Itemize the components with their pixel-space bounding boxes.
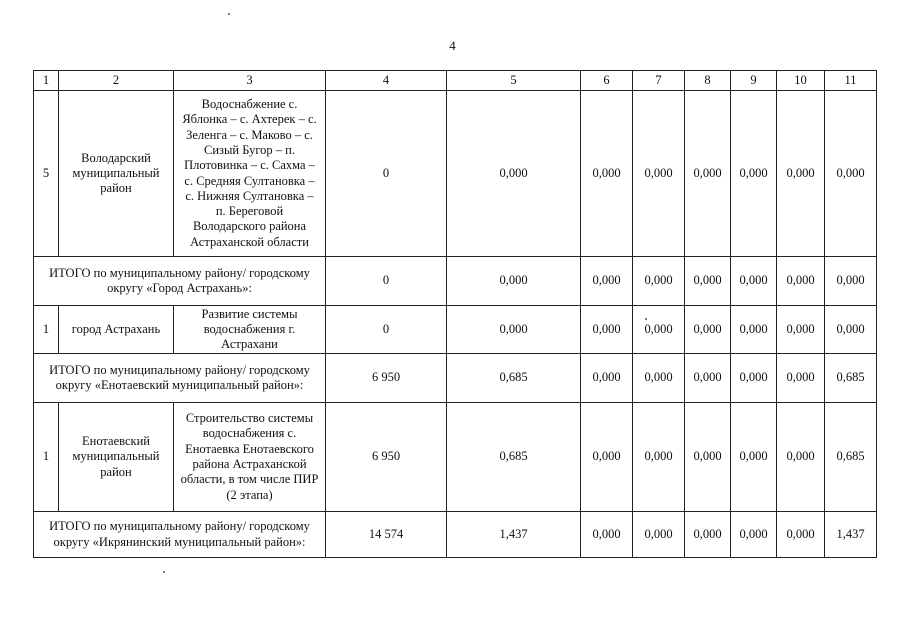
value-cell: 0,000 <box>685 306 731 354</box>
value-cell: 0,000 <box>731 306 777 354</box>
value-cell: 0,000 <box>581 403 633 512</box>
value-cell: 0,000 <box>447 306 581 354</box>
value-cell: 0,000 <box>777 257 825 306</box>
value-cell: 0,000 <box>581 354 633 403</box>
table-row <box>34 306 877 354</box>
column-number: 3 <box>174 71 326 91</box>
value-cell: 14 574 <box>326 512 447 558</box>
financing-table <box>33 70 877 558</box>
district-name: Володарский муниципальный район <box>59 91 174 257</box>
value-cell: 0,000 <box>825 257 877 306</box>
column-number: 4 <box>326 71 447 91</box>
value-cell: 0 <box>326 91 447 257</box>
value-cell: 0,000 <box>581 257 633 306</box>
scan-speck <box>228 13 230 15</box>
column-number: 5 <box>447 71 581 91</box>
column-number: 11 <box>825 71 877 91</box>
value-cell: 0,000 <box>633 257 685 306</box>
table-row <box>34 91 877 257</box>
district-name: Енотаевский муниципальный район <box>59 403 174 512</box>
scan-speck <box>645 318 647 320</box>
value-cell: 0,000 <box>731 512 777 558</box>
total-row <box>34 354 877 403</box>
value-cell: 0,000 <box>581 306 633 354</box>
value-cell: 0,000 <box>731 354 777 403</box>
value-cell: 0,000 <box>731 91 777 257</box>
value-cell: 0,000 <box>731 257 777 306</box>
value-cell: 0,000 <box>731 403 777 512</box>
value-cell: 0,000 <box>685 257 731 306</box>
row-number: 1 <box>34 306 59 354</box>
value-cell: 0,000 <box>581 91 633 257</box>
column-number: 6 <box>581 71 633 91</box>
value-cell: 0,000 <box>633 403 685 512</box>
row-number: 1 <box>34 403 59 512</box>
value-cell: 0,000 <box>581 512 633 558</box>
column-number: 1 <box>34 71 59 91</box>
value-cell: 0,000 <box>685 403 731 512</box>
value-cell: 0,000 <box>825 91 877 257</box>
value-cell: 0,000 <box>777 354 825 403</box>
value-cell: 0,000 <box>825 306 877 354</box>
value-cell: 0,685 <box>825 354 877 403</box>
value-cell: 0,000 <box>633 306 685 354</box>
value-cell: 0,000 <box>633 512 685 558</box>
scan-speck <box>163 571 165 573</box>
value-cell: 0,000 <box>777 306 825 354</box>
total-label: ИТОГО по муниципальному району/ городскому округу «Енотаевский муниципальный район»: <box>34 354 326 403</box>
project-name: Развитие системы водоснабжения г. Астрахани <box>174 306 326 354</box>
value-cell: 1,437 <box>447 512 581 558</box>
column-number: 8 <box>685 71 731 91</box>
column-number: 10 <box>777 71 825 91</box>
value-cell: 0,000 <box>685 91 731 257</box>
row-number: 5 <box>34 91 59 257</box>
project-name: Строительство системы водоснабжения с. Енотаевка Енотаевского района Астраханской области, в том числе ПИР (2 этапа) <box>174 403 326 512</box>
total-label: ИТОГО по муниципальному району/ городскому округу «Икрянинский муниципальный район»: <box>34 512 326 558</box>
project-name: Водоснабжение с. Яблонка – с. Ахтерек – с. Зеленга – с. Маково – с. Сизый Бугор – п. Плотовинка – с. Сахма – с. Средняя Султановка – с. Нижняя Султановка – п. Береговой Володарского района Астраханской области <box>174 91 326 257</box>
value-cell: 0,685 <box>447 403 581 512</box>
value-cell: 0,000 <box>633 91 685 257</box>
value-cell: 1,437 <box>825 512 877 558</box>
value-cell: 0,000 <box>777 91 825 257</box>
value-cell: 0,000 <box>777 512 825 558</box>
total-row <box>34 257 877 306</box>
value-cell: 0,000 <box>777 403 825 512</box>
value-cell: 0,000 <box>685 354 731 403</box>
value-cell: 0,000 <box>447 257 581 306</box>
page-number: 4 <box>449 38 456 53</box>
district-name: город Астрахань <box>59 306 174 354</box>
value-cell: 0,685 <box>825 403 877 512</box>
value-cell: 0 <box>326 306 447 354</box>
column-number: 9 <box>731 71 777 91</box>
column-number: 2 <box>59 71 174 91</box>
value-cell: 0,000 <box>447 91 581 257</box>
total-label: ИТОГО по муниципальному району/ городскому округу «Город Астрахань»: <box>34 257 326 306</box>
value-cell: 0,000 <box>633 354 685 403</box>
value-cell: 0,685 <box>447 354 581 403</box>
value-cell: 0,000 <box>685 512 731 558</box>
value-cell: 6 950 <box>326 354 447 403</box>
header-row <box>34 71 877 91</box>
column-number: 7 <box>633 71 685 91</box>
value-cell: 6 950 <box>326 403 447 512</box>
value-cell: 0 <box>326 257 447 306</box>
table-row <box>34 403 877 512</box>
total-row <box>34 512 877 558</box>
